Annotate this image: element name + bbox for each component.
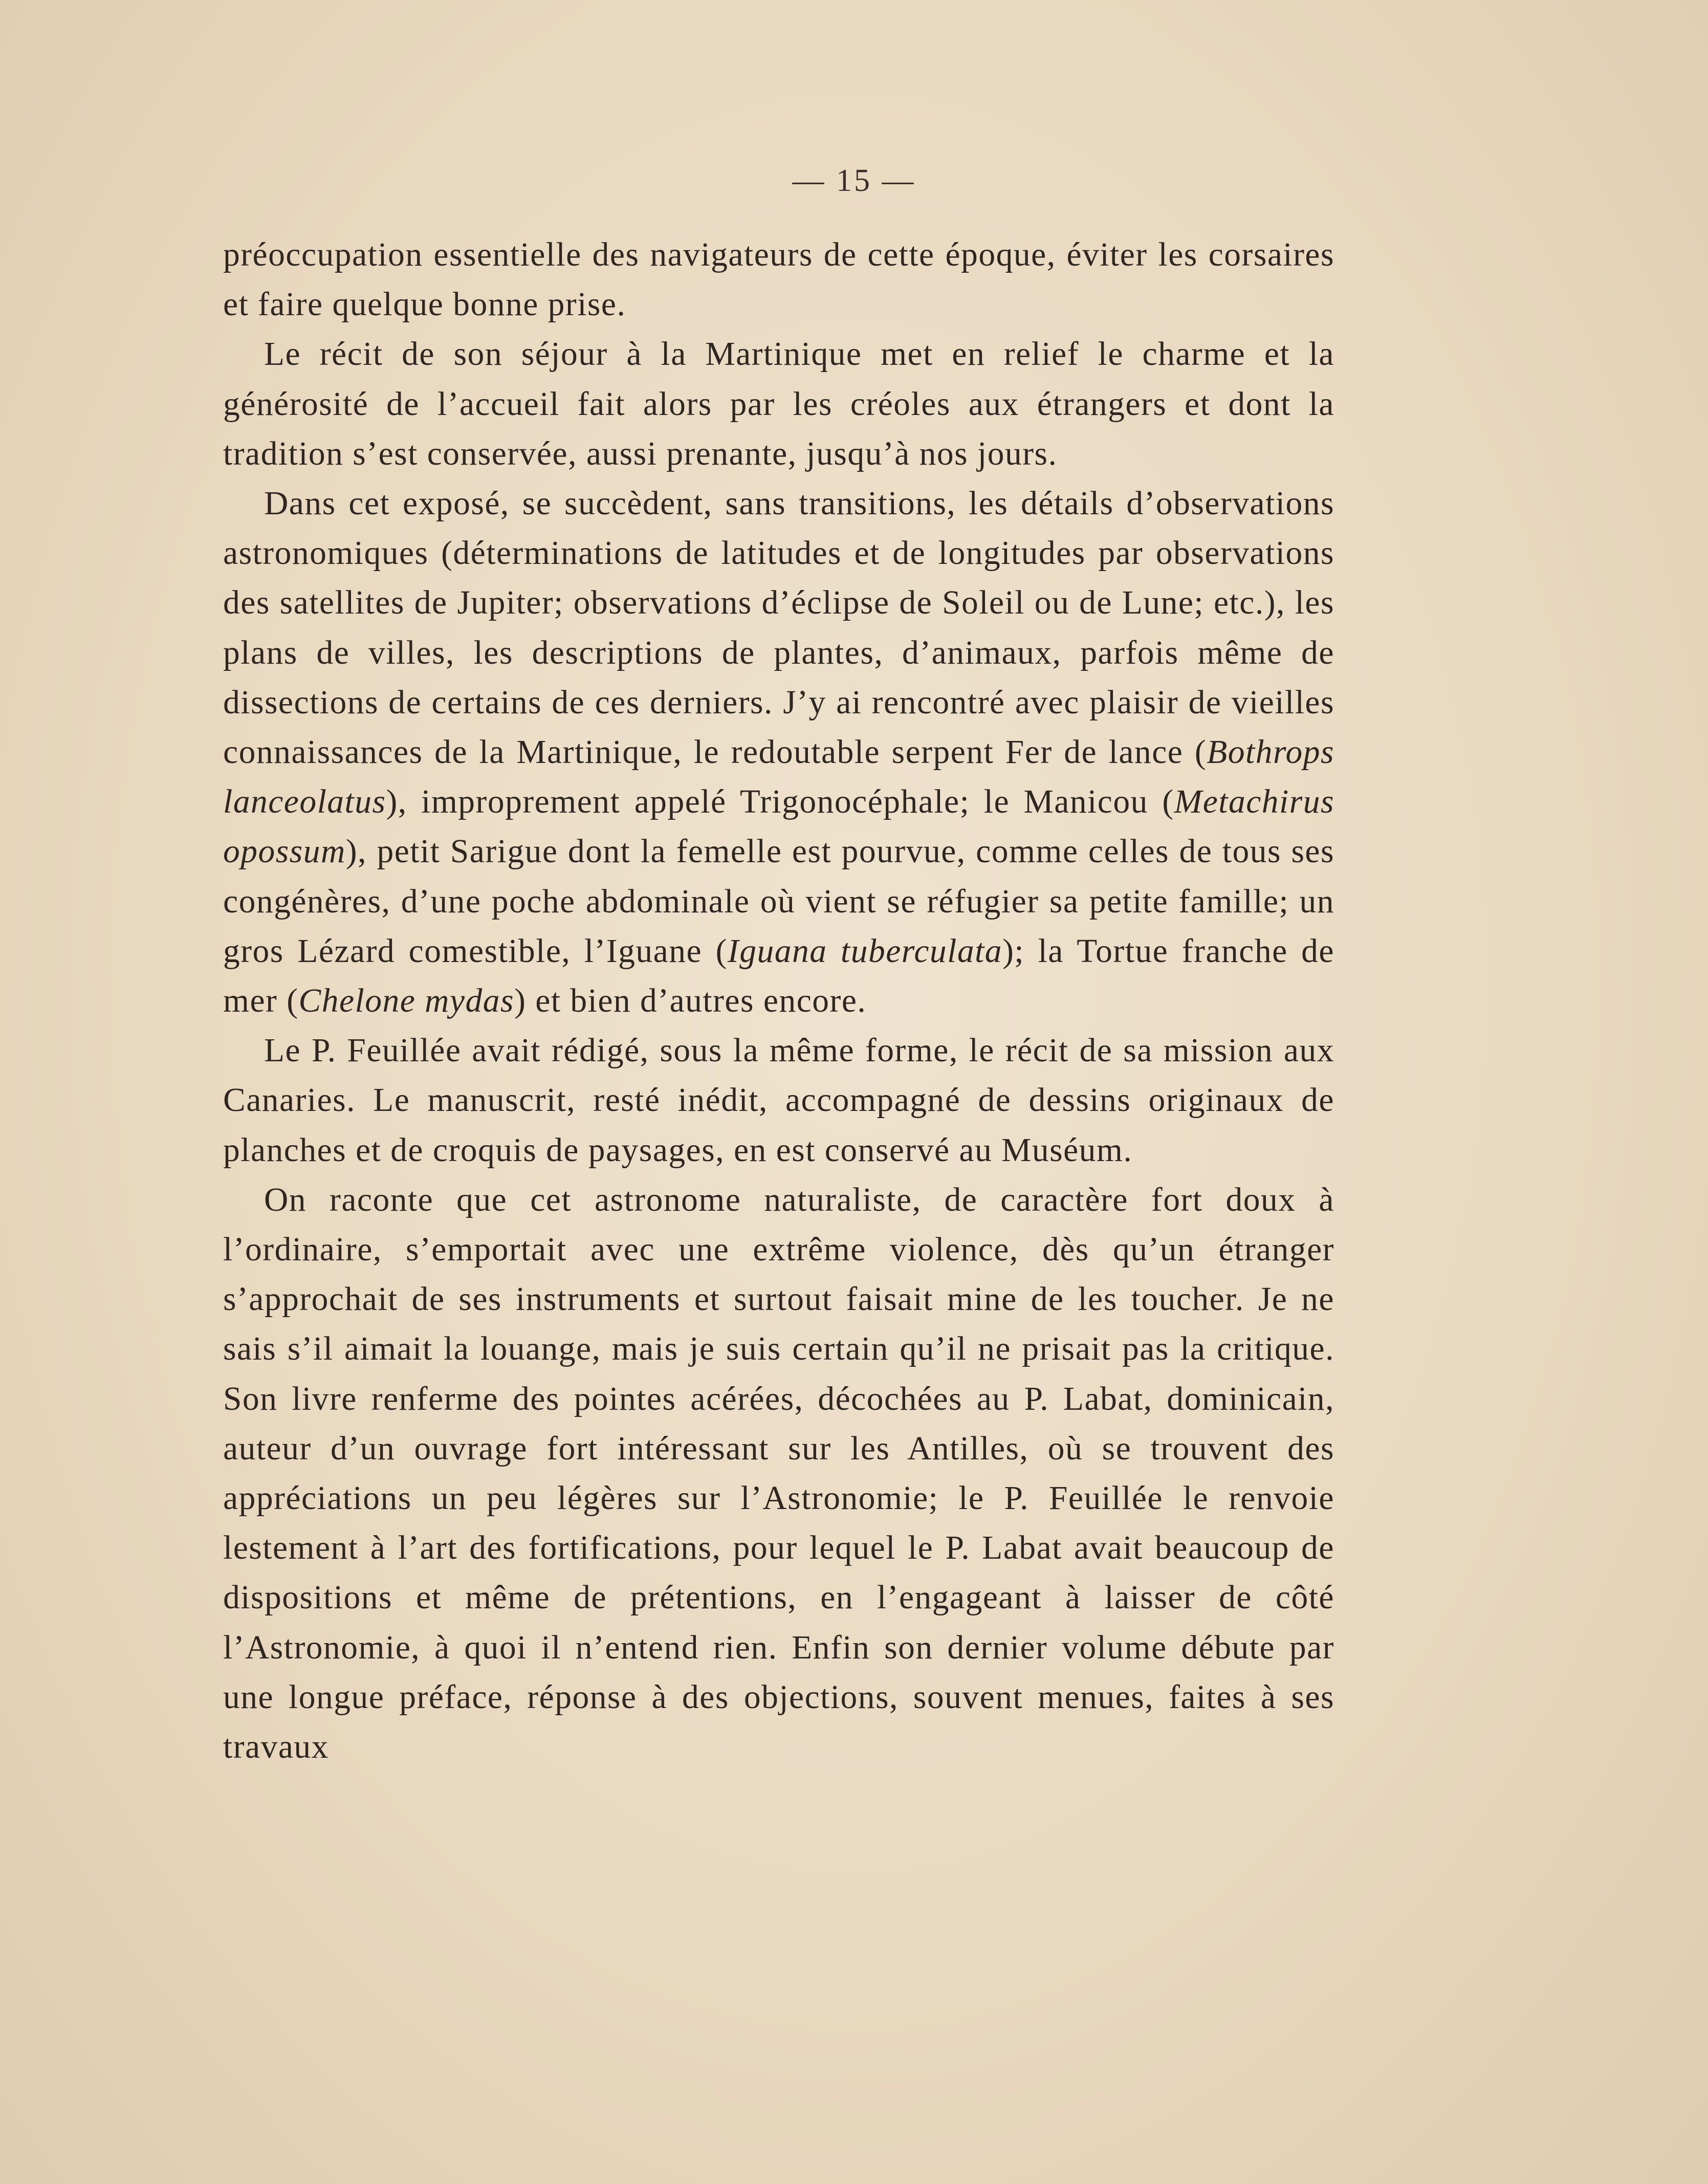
paragraph	[223, 1175, 1334, 1772]
text-segment: préoccupation essentielle des navigateurs de cette époque, éviter les corsaires et faire quelque bonne prise.	[223, 236, 1334, 323]
species-name: Iguana tuberculata	[727, 932, 1003, 970]
text-segment: Dans cet exposé, se succèdent, sans transitions, les détails d’observations astronomiques (déterminations de latitudes et de longitudes par observations des satellites de Jupiter; observations d’éclipse de Soleil ou de Lune; etc.), les plans de villes, les descriptions de plantes, d’animaux, parfois même de dissections de certains de ces derniers. J’y ai rencontré avec plaisir de vieilles connaissances de la Martinique, le redoutable serpent Fer de lance (	[223, 485, 1334, 771]
text-segment: ), petit Sarigue dont la femelle est pourvue, comme celles de tous ses congénères, d’une poche abdominale où vient se réfugier sa petite famille; un gros Lézard comestible, l’Iguane (	[223, 833, 1334, 970]
species-name: Bothrops lanceolatus	[223, 734, 1334, 821]
body-text	[223, 230, 1334, 1772]
text-segment: ), improprement appelé Trigonocéphale; le Manicou (	[386, 783, 1174, 821]
text-segment: ) et bien d’autres encore.	[514, 982, 867, 1020]
text-segment: Le P. Feuillée avait rédigé, sous la même forme, le récit de sa mission aux Canaries. Le manuscrit, resté inédit, accompagné de dessins originaux de planches et de croquis de paysages, en est conservé au Muséum.	[223, 1032, 1334, 1169]
text-segment: ); la Tortue franche de mer (	[223, 932, 1334, 1020]
paragraph	[223, 1026, 1334, 1175]
paragraph	[223, 479, 1334, 1026]
paragraph	[223, 230, 1334, 330]
species-name: Metachirus opossum	[223, 783, 1334, 870]
species-name: Chelone mydas	[298, 982, 515, 1020]
page-number: — 15 —	[792, 163, 916, 198]
text-segment: Le récit de son séjour à la Martinique met en relief le charme et la générosité de l’accueil fait alors par les créoles aux étrangers et dont la tradition s’est conservée, aussi prenante, jusqu’à nos jours.	[223, 336, 1334, 472]
text-segment: On raconte que cet astronome naturaliste, de caractère fort doux à l’ordinaire, s’emportait avec une extrême violence, dès qu’un étranger s’approchait de ses instruments et surtout faisait mine de les toucher. Je ne sais s’il aimait la louange, mais je suis certain qu’il ne prisait pas la critique. Son livre renferme des pointes acérées, décochées au P. Labat, dominicain, auteur d’un ouvrage fort intéressant sur les Antilles, où se trouvent des appréciations un peu légères sur l’Astronomie; le P. Feuillée le renvoie lestement à l’art des fortifications, pour lequel le P. Labat avait beaucoup de dispositions et même de prétentions, en l’engageant à laisser de côté l’Astronomie, à quoi il n’entend rien. Enfin son dernier volume débute par une longue préface, réponse à des objections, souvent menues, faites à ses travaux	[223, 1181, 1334, 1766]
paragraph	[223, 330, 1334, 479]
